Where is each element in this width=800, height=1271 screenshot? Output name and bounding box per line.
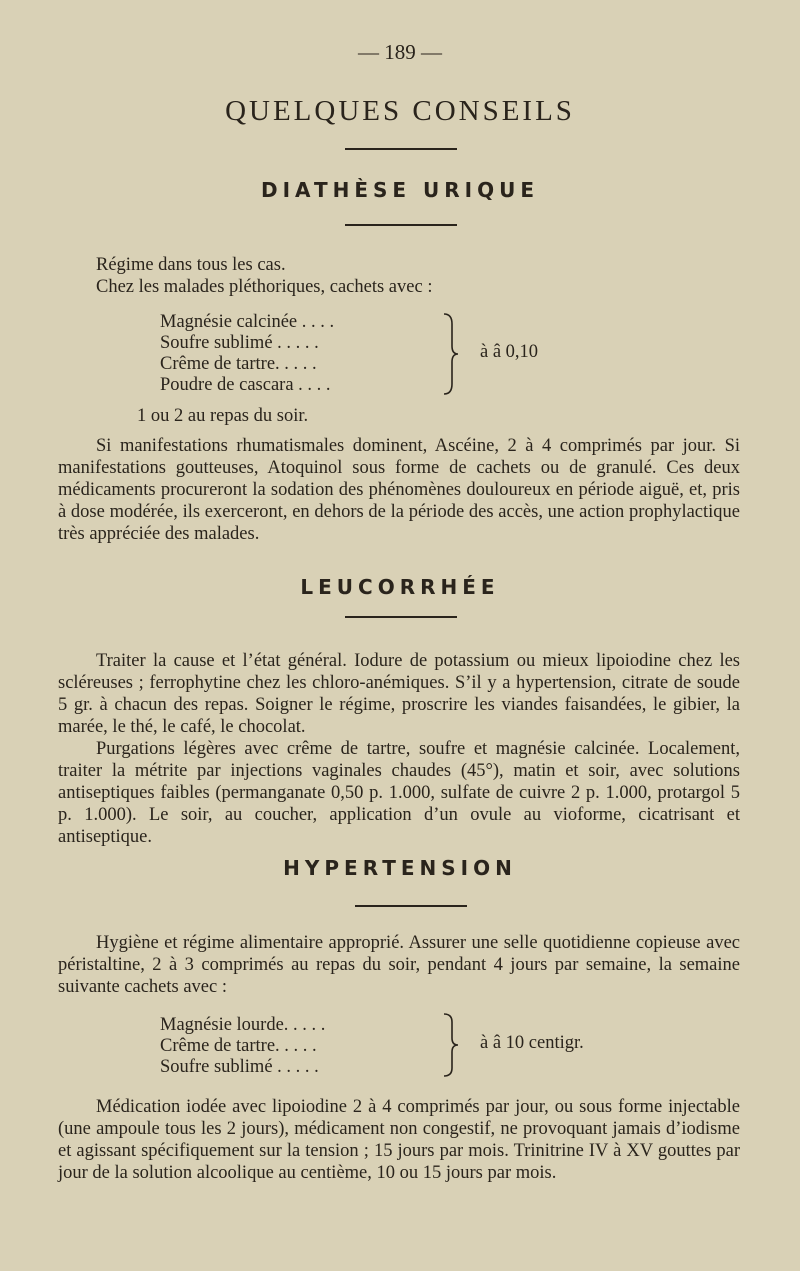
- hypertension-formula: [160, 1015, 660, 1078]
- section-rule-hypertension: [355, 905, 467, 907]
- section-heading-leucorrhee: LEUCORRHÉE: [300, 575, 500, 599]
- formula-item: Magnésie lourde. . . . .: [160, 1015, 326, 1035]
- formula-item: Crême de tartre. . . . .: [160, 1036, 317, 1056]
- diathese-dosage: 1 ou 2 au repas du soir.: [137, 406, 309, 426]
- hypertension-paragraph-1: Hygiène et régime alimentaire approprié. Assurer une selle quotidienne copieuse avec péristaltine, 2 à 3 comprimés au repas du soir, pendant 4 jours par semaine, la semaine suivante cachets avec :: [58, 933, 740, 997]
- formula-brace: [440, 1012, 460, 1078]
- formula-dose: à â 0,10: [480, 342, 539, 362]
- formula-item: Magnésie calcinée . . . .: [160, 312, 335, 332]
- section-rule-leucorrhee: [345, 616, 457, 618]
- page-number: — 189 —: [358, 40, 442, 64]
- section-heading-hypertension: HYPERTENSION: [283, 856, 517, 880]
- formula-item: Crême de tartre. . . . .: [160, 354, 317, 374]
- leucorrhee-paragraph-1: Traiter la cause et l’état général. Iodure de potassium ou mieux lipoiodine chez les scléreuses ; ferrophytine chez les chloro-anémiques. S’il y a hypertension, citrate de soude 5 gr. à chacun des repas. Soigner le régime, proscrire les viandes faisandées, le gibier, la marée, le thé, le café, le chocolat.: [58, 651, 740, 737]
- section-heading-diathese: DIATHÈSE URIQUE: [260, 178, 540, 202]
- formula-item: Soufre sublimé . . . . .: [160, 1057, 319, 1077]
- formula-brace: [440, 312, 460, 396]
- formula-dose: à â 10 centigr.: [480, 1033, 584, 1053]
- section-rule-diathese: [345, 224, 457, 226]
- title-rule: [345, 148, 457, 150]
- formula-item: Poudre de cascara . . . .: [160, 375, 331, 395]
- diathese-paragraph: Si manifestations rhumatismales dominent, Ascéine, 2 à 4 comprimés par jour. Si manifestations goutteuses, Atoquinol sous forme de cachets ou de granulé. Ces deux médicaments procureront la sodation des phénomènes douloureux en période aiguë, et, pris à dose modérée, ils exerceront, en dehors de la période des accès, une action prophylactique très appréciée des malades.: [58, 436, 740, 544]
- formula-item: Soufre sublimé . . . . .: [160, 333, 319, 353]
- diathese-line-regime: Régime dans tous les cas.: [96, 255, 286, 275]
- hypertension-paragraph-2: Médication iodée avec lipoiodine 2 à 4 comprimés par jour, ou sous forme injectable (une ampoule tous les 2 jours), médicament non congestif, ne provoquant jamais d’iodisme et agissant spécifiquement sur la tension ; 15 jours par mois. Trinitrine IV à XV gouttes par jour de la solution alcoolique au centième, 10 ou 15 jours par mois.: [58, 1097, 740, 1183]
- diathese-formula: [160, 312, 660, 396]
- diathese-line-plethoriques: Chez les malades pléthoriques, cachets avec :: [96, 277, 433, 297]
- page-title: QUELQUES CONSEILS: [225, 95, 575, 127]
- leucorrhee-paragraph-2: Purgations légères avec crême de tartre, soufre et magnésie calcinée. Localement, traiter la métrite par injections vaginales chaudes (45°), matin et soir, avec solutions antiseptiques faibles (permanganate 0,50 p. 1.000, sulfate de cuivre 2 p. 1.000, protargol 5 p. 1.000). Le soir, au coucher, application d’un ovule au vioforme, cicatrisant et antiseptique.: [58, 739, 740, 847]
